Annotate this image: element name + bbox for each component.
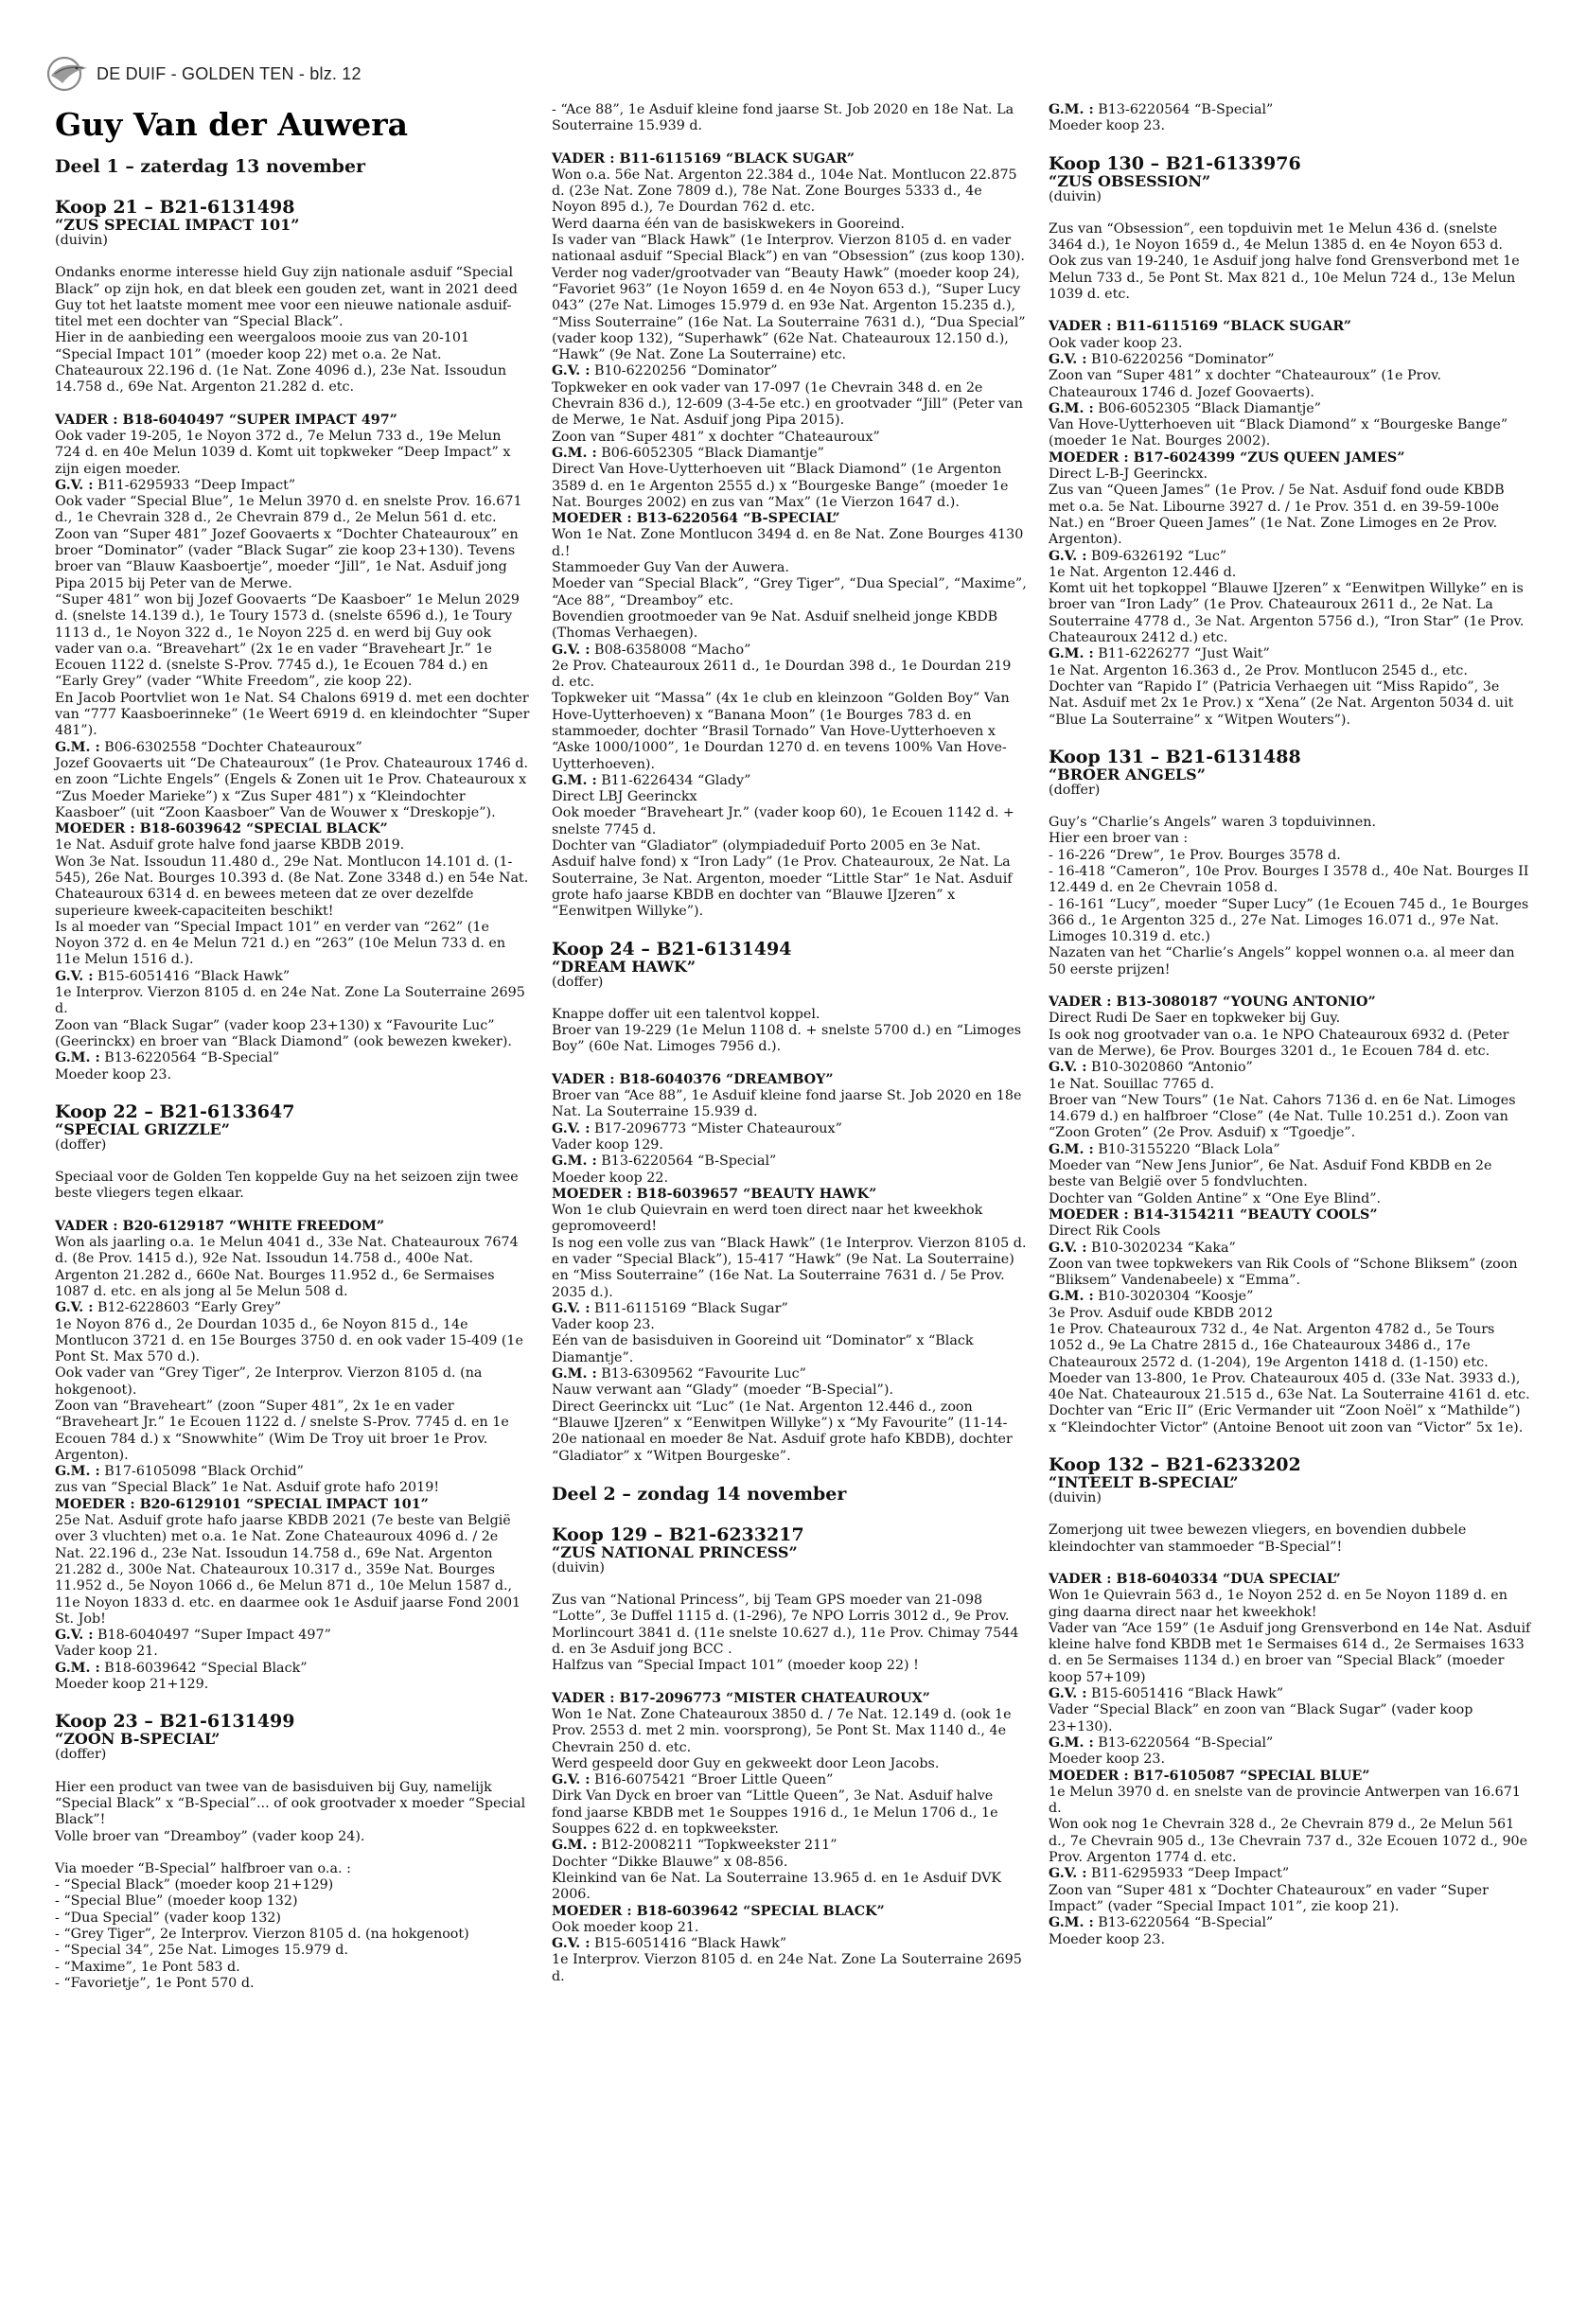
grandparent-label: G.V. :	[1049, 1060, 1087, 1076]
grandparent-ring: B16-6075421 “Broer Little Queen”	[590, 1772, 834, 1788]
grandparent-ring: B15-6051416 “Black Hawk”	[1086, 1686, 1284, 1702]
parent-heading: MOEDER : B17-6024399 “ZUS QUEEN JAMES”	[1049, 449, 1405, 466]
paragraph: Vader koop 23.	[552, 1317, 655, 1333]
paragraph: Zoon van twee topkwekers van Rik Cools of “Schone Bliksem” (zoon “Bliksem” Vandenabeele) x “Emma”.	[1049, 1256, 1518, 1289]
paragraph: Ook vader van “Grey Tiger”, 2e Interprov. Vierzon 8105 d. (na hokgenoot).	[55, 1365, 483, 1398]
grandparent-label: G.V. :	[552, 363, 591, 379]
paragraph: Direct LBJ Geerinckx	[552, 789, 697, 805]
pigeon-name: “ZUS NATIONAL PRINCESS”	[552, 1542, 798, 1561]
paragraph: Won 1e Nat. Zone Montlucon 3494 d. en 8e Nat. Zone Bourges 4130 d.!	[552, 527, 1024, 559]
paragraph: Won ook nog 1e Chevrain 328 d., 2e Chevrain 879 d., 2e Melun 561 d., 7e Chevrain 905 d., 13e Chevrain 737 d., 32e Ecouen 1072 d., 90e Prov. Argenton 1774 d. etc.	[1049, 1817, 1528, 1866]
grandparent-label: G.M. :	[1049, 102, 1094, 117]
paragraph: Moeder koop 23.	[1049, 1752, 1166, 1768]
grandparent-line	[1049, 1289, 1531, 1305]
paragraph: Won 1e Quievrain 563 d., 1e Noyon 252 d. en 5e Noyon 1189 d. en ging daarna direct naar het kweekhok!	[1049, 1588, 1508, 1620]
grandparent-line	[552, 1772, 1028, 1788]
paragraph: Jozef Goovaerts uit “De Chateauroux” (1e Prov. Chateauroux 1746 d. en zoon “Lichte Engels” (Engels & Zonen uit 1e Prov. Chateauroux x “Zus Moeder Marieke”) x “Zus Super 481”) x “Kleindochter Kaasboer” (uit “Zoon Kaasboer” Van de Wouwer x “Dreskopje”).	[55, 755, 529, 820]
grandparent-ring: B10-3020860 “Antonio”	[1086, 1060, 1253, 1076]
paragraph: Direct Van Hove-Uytterhoeven uit “Black Diamond” (1e Argenton 3589 d. en 1e Argenton 2555 d.) x “Bourgeske Bange” (moeder 1e Nat. Bourges 2002) en zus van “Max” (1e Vierzon 1647 d.).	[552, 462, 1009, 510]
spacer	[55, 396, 531, 413]
paragraph: Verder nog vader/grootvader van “Beauty Hawk” (moeder koop 24), “Favoriet 963” (1e Noyon 1659 d. en 4e Noyon 653 d.), “Super Lucy 043” (27e Nat. Limoges 15.979 d. en 93e Nat. Argenton 15.235 d.), “Miss Souterraine” (16e Nat. La Souterraine 7631 d.), “Dua Special” (vader koop 132), “Superhawk” (62e Nat. Chateauroux 12.150 d.), “Hawk” (9e Nat. Zone La Souterraine) etc.	[552, 265, 1026, 363]
pigeon-sex: (doffer)	[55, 1747, 107, 1763]
paragraph: - “Special Black” (moeder koop 21+129)	[55, 1877, 334, 1893]
pigeon-sex: (doffer)	[55, 1136, 107, 1153]
grandparent-label: G.V. :	[55, 1300, 94, 1316]
grandparent-line	[552, 1838, 1028, 1854]
grandparent-ring: B11-6295933 “Deep Impact”	[93, 477, 296, 493]
parent-heading: MOEDER : B20-6129101 “SPECIAL IMPACT 101”	[55, 1496, 429, 1512]
paragraph: - “Special 34”, 25e Nat. Limoges 15.979 d.	[55, 1943, 348, 1959]
paragraph: Dochter “Dikke Blauwe” x 08-856.	[552, 1854, 788, 1870]
grandparent-line	[552, 1366, 1028, 1382]
grandparent-ring: B10-6220256 “Dominator”	[590, 363, 778, 379]
grandparent-ring: B15-6051416 “Black Hawk”	[93, 968, 291, 984]
pigeon-sex: (duivin)	[55, 233, 108, 248]
grandparent-ring: B15-6051416 “Black Hawk”	[590, 1936, 787, 1952]
paragraph: Moeder koop 23.	[1049, 1931, 1166, 1947]
grandparent-line	[55, 1300, 531, 1316]
grandparent-ring: B11-6115169 “Black Sugar”	[590, 1300, 788, 1316]
grandparent-line	[552, 773, 1028, 789]
paragraph: Is nog een volle zus van “Black Hawk” (1e Interprov. Vierzon 8105 d. en vader “Special Black”), 15-417 “Hawk” (9e Nat. La Souterraine) en “Miss Souterraine” (16e Nat. La Souterraine 7631 d. / 5e Prov. 2035 d.).	[552, 1235, 1027, 1300]
pigeon-sex: (duivin)	[1049, 188, 1102, 204]
grandparent-label: G.M. :	[1049, 646, 1094, 662]
grandparent-label: G.M. :	[1049, 1289, 1094, 1305]
grandparent-label: G.V. :	[1049, 548, 1087, 564]
grandparent-line	[1049, 1241, 1531, 1257]
grandparent-line	[1049, 1060, 1531, 1076]
pigeon-logo-icon	[45, 55, 89, 93]
grandparent-ring: B12-2008211 “Topkweekster 211”	[596, 1838, 838, 1854]
grandparent-ring: B09-6326192 “Luc”	[1086, 548, 1227, 564]
paragraph: - 16-418 “Cameron”, 10e Prov. Bourges I 3578 d., 40e Nat. Bourges II 12.449 d. en 2e Chevrain 1058 d.	[1049, 863, 1529, 896]
pigeon-name: “SPECIAL GRIZZLE”	[55, 1119, 230, 1138]
spacer	[55, 1845, 531, 1861]
paragraph: Knappe doffer uit een talentvol koppel.	[552, 1006, 820, 1022]
paragraph: Komt uit het topkoppel “Blauwe IJzeren” x “Eenwitpen Willyke” en is broer van “Iron Lady” (1e Prov. Chateauroux 2611 d., 2e Nat. La Souterraine 4778 d., 3e Nat. Argenton 5756 d.), “Iron Star” (1e Prov. Chateauroux 2412 d.) etc.	[1049, 581, 1525, 646]
grandparent-ring: B18-6039642 “Special Black”	[99, 1660, 308, 1676]
paragraph: Won 1e club Quievrain en werd toen direct naar het kweekhok gepromoveerd!	[552, 1203, 983, 1235]
paragraph: Werd gespeeld door Guy en gekweekt door Leon Jacobs.	[552, 1755, 940, 1771]
paragraph: Nazaten van het “Charlie’s Angels” koppel wonnen o.a. al meer dan 50 eerste prijzen!	[1049, 945, 1515, 977]
paragraph: Zoon van “Super 481” Jozef Goovaerts x “Dochter Chateauroux” en broer “Dominator” (vader “Black Sugar” zie koop 23+130). Tevens broer van “Blauw Kaasboertje”, moeder “Jill”, 1e Nat. Asduif jong Pipa 2015 bij Peter van de Merwe.	[55, 526, 519, 591]
paragraph: Via moeder “B-Special” halfbroer van o.a. :	[55, 1860, 351, 1876]
pigeon-name: “BROER ANGELS”	[1049, 765, 1206, 783]
parent-heading: MOEDER : B17-6105087 “SPECIAL BLUE”	[1049, 1768, 1370, 1784]
grandparent-label: G.V. :	[552, 1300, 591, 1316]
grandparent-ring: B10-3020234 “Kaka”	[1086, 1240, 1236, 1256]
grandparent-ring: B18-6040497 “Super Impact 497”	[93, 1628, 331, 1644]
grandparent-label: G.M. :	[552, 772, 597, 788]
lot-heading: Koop 130 – B21-6133976	[1049, 152, 1301, 174]
paragraph: Moeder van “Special Black”, “Grey Tiger”, “Dua Special”, “Maxime”, “Ace 88”, “Dreamboy” etc.	[552, 576, 1027, 608]
grandparent-label: G.V. :	[1049, 1240, 1087, 1256]
grandparent-label: G.M. :	[552, 1838, 597, 1854]
lot-spacer	[55, 1693, 531, 1712]
paragraph: - 16-161 “Lucy”, moeder “Super Lucy” (1e Ecouen 745 d., 1e Bourges 366 d., 1e Argenton 325 d., 27e Nat. Limoges 16.071 d., 97e Nat. Limoges 10.319 d. etc.)	[1049, 896, 1529, 945]
grandparent-label: G.V. :	[552, 1772, 591, 1788]
column-2-body	[552, 102, 1028, 1985]
grandparent-label: G.V. :	[1049, 1866, 1087, 1882]
pigeon-sex: (duivin)	[1049, 1490, 1102, 1506]
spacer	[1049, 303, 1531, 319]
section-heading-day-1: Deel 1 – zaterdag 13 november	[55, 156, 366, 177]
paragraph: - “Special Blue” (moeder koop 132)	[55, 1893, 298, 1910]
grandparent-label: G.M. :	[55, 1050, 100, 1066]
lot-heading: Koop 131 – B21-6131488	[1049, 746, 1301, 767]
paragraph: Direct Rik Cools	[1049, 1224, 1161, 1240]
paragraph: Zoon van “Super 481” x dochter “Chateauroux” (1e Prov. Chateauroux 1746 d. Jozef Goovaerts).	[1049, 368, 1442, 400]
paragraph: Werd daarna één van de basiskwekers in Gooreind.	[552, 216, 905, 232]
paragraph: Dochter van “Gladiator” (olympiadeduif Porto 2005 en 3e Nat. Asduif halve fond) x “Iron Lady” (1e Prov. Chateauroux, 2e Nat. La Souterraine, 3e Nat. Argenton, moeder “Little Star” 1e Nat. Asduif grote hafo jaarse KBDB en dochter van “Blauwe IJzeren” x “Eenwitpen Willyke”).	[552, 838, 1013, 920]
grandparent-label: G.V. :	[55, 968, 94, 984]
parent-heading: VADER : B13-3080187 “YOUNG ANTONIO”	[1049, 995, 1376, 1011]
paragraph: Topkweker en ook vader van 17-097 (1e Chevrain 348 d. en 2e Chevrain 836 d.), 12-609 (3-4-5e etc.) en grootvader “Jill” (Peter van de Merwe, 1e Nat. Asduif jong Pipa 2015).	[552, 379, 1023, 429]
paragraph: Speciaal voor de Golden Ten koppelde Guy na het seizoen zijn twee beste vliegers tegen elkaar.	[55, 1170, 519, 1202]
grandparent-line	[1049, 352, 1531, 368]
paragraph: - 16-226 “Drew”, 1e Prov. Bourges 3578 d.	[1049, 847, 1341, 863]
pigeon-name: “ZUS OBSESSION”	[1049, 171, 1211, 190]
grandparent-ring: B13-6220564 “B-Special”	[99, 1050, 280, 1066]
grandparent-label: G.V. :	[55, 1628, 94, 1644]
paragraph: 1e Noyon 876 d., 2e Dourdan 1035 d., 6e Noyon 815 d., 14e Montlucon 3721 d. en 15e Bourges 3750 d. en ook vader 15-409 (1e Pont St. Max 570 d.).	[55, 1316, 523, 1365]
grandparent-line	[1049, 102, 1531, 118]
paragraph: Zus van “Queen James” (1e Prov. / 5e Nat. Asduif fond oude KBDB met o.a. 5e Nat. Libourne 3927 d. / 1e Prov. 351 d. en 39-59-100e Nat.) en “Broer Queen James” (1e Nat. Zone Limoges en 2e Prov. Argenton).	[1049, 483, 1505, 548]
paragraph: “Super 481” won bij Jozef Goovaerts “De Kaasboer” 1e Melun 2029 d. (snelste 14.139 d.), 1e Toury 1573 d. (snelste 6596 d.), 1e Toury 1113 d., 1e Noyon 322 d., 1e Noyon 225 d. en werd bij Guy ook vader van o.a. “Breavehart” (2x 1e en vader “Braveheart Jr.” 1e Ecouen 1122 d. (snelste S-Prov. 7745 d.), 1e Ecouen 784 d.) en “Early Grey” (vader “White Freedom”, zie koop 22).	[55, 591, 520, 690]
paragraph: Won o.a. 56e Nat. Argenton 22.384 d., 104e Nat. Montlucon 22.875 d. (23e Nat. Zone 7809 d.), 78e Nat. Zone Bourges 5333 d., 4e Noyon 895 d.), 7e Dourdan 762 d. etc.	[552, 167, 1017, 216]
lot-heading: Koop 132 – B21-6233202	[1049, 1454, 1301, 1476]
paragraph: - “Favorietje”, 1e Pont 570 d.	[55, 1975, 255, 1991]
paragraph: Won 1e Nat. Zone Chateauroux 3850 d. / 7e Nat. 12.149 d. (ook 1e Prov. 2553 d. met 2 min. voorsprong), 5e Pont St. Max 1140 d., 4e Chevrain 250 d. etc.	[552, 1706, 1012, 1755]
spacer	[1049, 978, 1531, 995]
pigeon-sex: (duivin)	[552, 1559, 605, 1576]
grandparent-line	[55, 1628, 531, 1644]
paragraph: 1e Melun 3970 d. en snelste van de provincie Antwerpen van 16.671 d.	[1049, 1784, 1521, 1817]
pigeon-name: “ZOON B-SPECIAL”	[55, 1730, 220, 1749]
grandparent-line	[1049, 646, 1531, 662]
grandparent-ring: B13-6220564 “B-Special”	[1093, 1915, 1274, 1931]
paragraph: Halfzus van “Special Impact 101” (moeder koop 22) !	[552, 1658, 919, 1674]
paragraph: Ook vader “Special Blue”, 1e Melun 3970 d. en snelste Prov. 16.671 d., 1e Chevrain 328 d., 2e Chevrain 879 d., 2e Melun 561 d. etc.	[55, 494, 522, 526]
paragraph: 1e Nat. Souillac 7765 d.	[1049, 1076, 1214, 1092]
grandparent-label: G.M. :	[552, 1366, 597, 1382]
lot-heading: Koop 23 – B21-6131499	[55, 1711, 295, 1733]
spacer	[552, 1675, 1028, 1691]
paragraph: 1e Nat. Asduif grote halve fond jaarse KBDB 2019.	[55, 837, 405, 854]
paragraph: 2e Prov. Chateauroux 2611 d., 1e Dourdan 398 d., 1e Dourdan 219 d. etc.	[552, 658, 1012, 691]
grandparent-line	[1049, 1866, 1531, 1882]
paragraph: Broer van 19-229 (1e Melun 1108 d. + snelste 5700 d.) en “Limoges Boy” (60e Nat. Limoges 7956 d.).	[552, 1023, 1022, 1055]
spacer	[55, 1203, 531, 1219]
grandparent-ring: B06-6052305 “Black Diamantje”	[596, 445, 824, 461]
paragraph: Guy’s “Charlie’s Angels” waren 3 topduivinnen.	[1049, 815, 1377, 831]
paragraph: 1e Interprov. Vierzon 8105 d. en 24e Nat. Zone La Souterraine 2695 d.	[552, 1952, 1022, 1984]
parent-heading: MOEDER : B13-6220564 “B-SPECIAL”	[552, 511, 840, 527]
grandparent-line	[552, 1153, 1028, 1170]
grandparent-label: G.V. :	[55, 477, 94, 493]
column-3-body	[1049, 102, 1531, 1948]
lot-spacer	[552, 921, 1028, 940]
parent-heading: VADER : B18-6040334 “DUA SPECIAL”	[1049, 1571, 1341, 1587]
pigeon-name: “INTEELT B-SPECIAL”	[1049, 1473, 1239, 1492]
grandparent-line	[552, 363, 1028, 379]
paragraph: Van Hove-Uytterhoeven uit “Black Diamond” x “Bourgeske Bange” (moeder 1e Nat. Bourges 2002).	[1049, 417, 1508, 449]
paragraph: Bovendien grootmoeder van 9e Nat. Asduif snelheid jonge KBDB (Thomas Verhaegen).	[552, 608, 998, 642]
grandparent-line	[552, 1301, 1028, 1317]
paragraph: Moeder van “New Jens Junior”, 6e Nat. Asduif Fond KBDB en 2e beste van België over 5 fondvluchten.	[1049, 1158, 1492, 1190]
parent-heading: MOEDER : B18-6039642 “SPECIAL BLACK”	[55, 821, 388, 837]
column-3	[1049, 102, 1531, 1948]
grandparent-line	[1049, 1686, 1531, 1702]
page-header	[45, 55, 361, 93]
parent-heading: VADER : B18-6040376 “DREAMBOY”	[552, 1071, 834, 1087]
grandparent-line	[55, 1464, 531, 1480]
paragraph: Nauw verwant aan “Glady” (moeder “B-Special”).	[552, 1382, 893, 1399]
paragraph: Moeder koop 23.	[1049, 118, 1166, 134]
paragraph: 25e Nat. Asduif grote hafo jaarse KBDB 2021 (7e beste van België over 3 vluchten) met o.a. 1e Nat. Zone Chateauroux 4096 d. / 2e Nat. 22.196 d., 23e Nat. Issoudun 14.758 d., 69e Nat. Argenton 21.282 d., 300e Nat. Chateauroux 10.317 d., 359e Nat. Bourges 11.952 d., 5e Noyon 1066 d., 6e Melun 871 d., 10e Melun 1587 d., 11e Noyon 1833 d. etc. en daarmee ook 1e Asduif jaarse Fond 2001 St. Job!	[55, 1513, 521, 1627]
paragraph: Zomerjong uit twee bewezen vliegers, en bovendien dubbele kleindochter van stammoeder “B-Special”!	[1049, 1523, 1467, 1555]
paragraph: 1e Nat. Argenton 12.446 d.	[1049, 564, 1237, 580]
paragraph: - “Dua Special” (vader koop 132)	[55, 1910, 281, 1926]
paragraph: Moeder koop 23.	[55, 1066, 172, 1083]
grandparent-ring: B13-6220564 “B-Special”	[596, 1153, 777, 1170]
column-1-body	[55, 198, 531, 1992]
paragraph: Won 3e Nat. Issoudun 11.480 d., 29e Nat. Montlucon 14.101 d. (1-545), 26e Nat. Bourges 10.393 d. (8e Nat. Zone 3348 d.) en 54e Nat. Chateauroux 6314 d. en bewees meteen dat ze over dezelfde superieure kweek-capaciteiten beschikt!	[55, 854, 529, 919]
grandparent-line	[552, 643, 1028, 659]
paragraph: - “Grey Tiger”, 2e Interprov. Vierzon 8105 d. (na hokgenoot)	[55, 1927, 469, 1943]
lot-heading: Koop 24 – B21-6131494	[552, 938, 792, 960]
page-header-text: DE DUIF - GOLDEN TEN - blz. 12	[97, 63, 361, 83]
paragraph: Zoon van “Super 481” x dochter “Chateauroux”	[552, 429, 880, 445]
paragraph: Zus van “Obsession”, een topduivin met 1e Melun 436 d. (snelste 3464 d.), 1e Noyon 1659 d., 4e Melun 1385 d. en 4e Noyon 653 d. Ook zus van 19-240, 1e Asduif jong halve fond Grensverbond met 1e Melun 733 d., 5e Pont St. Max 821 d., 10e Melun 724 d., 13e Melun 1039 d. etc.	[1049, 220, 1520, 303]
lot-heading: Koop 21 – B21-6131498	[55, 197, 295, 218]
grandparent-line	[552, 1121, 1028, 1137]
paragraph: Dochter van “Eric II” (Eric Vermander uit “Zoon Noël” x “Mathilde”) x “Kleindochter Victor” (Antoine Benoot uit zoon van “Victor” 5x 1e).	[1049, 1403, 1524, 1435]
grandparent-ring: B10-6220256 “Dominator”	[1086, 351, 1275, 367]
paragraph: Hier in de aanbieding een weergaloos mooie zus van 20-101 “Special Impact 101” (moeder koop 22) met o.a. 2e Nat. Chateauroux 22.196 d. (1e Nat. Zone 4096 d.), 23e Nat. Issoudun 14.758 d., 69e Nat. Argenton 21.282 d. etc.	[55, 330, 507, 396]
grandparent-ring: B13-6220564 “B-Special”	[1093, 102, 1274, 117]
parent-heading: VADER : B20-6129187 “WHITE FREEDOM”	[55, 1218, 385, 1234]
paragraph: Direct Rudi De Saer en topkweker bij Guy.	[1049, 1011, 1341, 1027]
parent-heading: MOEDER : B14-3154211 “BEAUTY COOLS”	[1049, 1206, 1378, 1223]
grandparent-label: G.M. :	[552, 445, 597, 461]
grandparent-ring: B11-6295933 “Deep Impact”	[1086, 1866, 1290, 1882]
article-title: Guy Van der Auwera	[55, 106, 408, 143]
paragraph: Vader “Special Black” en zoon van “Black Sugar” (vader koop 23+130).	[1049, 1702, 1473, 1734]
lot-heading: Koop 129 – B21-6233217	[552, 1523, 804, 1545]
paragraph: Eén van de basisduiven in Gooreind uit “Dominator” x “Black Diamantje”.	[552, 1333, 974, 1365]
paragraph: Volle broer van “Dreamboy” (vader koop 24).	[55, 1828, 365, 1844]
parent-heading: VADER : B11-6115169 “BLACK SUGAR”	[552, 150, 855, 167]
paragraph: Ook vader koop 23.	[1049, 335, 1183, 351]
paragraph: Hier een product van twee van de basisduiven bij Guy, namelijk “Special Black” x “B-Special”... of ook grootvader x moeder “Special Black”!	[55, 1779, 526, 1828]
grandparent-ring: B17-6105098 “Black Orchid”	[99, 1464, 304, 1480]
paragraph: Ook moeder “Braveheart Jr.” (vader koop 60), 1e Ecouen 1142 d. + snelste 7745 d.	[552, 805, 1014, 837]
grandparent-line	[552, 446, 1028, 462]
paragraph: Zoon van “Super 481 x “Dochter Chateauroux” en vader “Super Impact” (vader “Special Impact 101”, zie koop 21).	[1049, 1882, 1489, 1914]
lot-spacer	[1049, 1436, 1531, 1455]
paragraph: Broer van “New Tours” (1e Nat. Cahors 7136 d. en 6e Nat. Limoges 14.679 d.) en halfbroer “Close” (4e Nat. Tulle 10.251 d.). Zoon van “Zoon Groten” (2e Prov. Asduif) x “Tgoedje”.	[1049, 1092, 1516, 1141]
grandparent-label: G.V. :	[1049, 351, 1087, 367]
grandparent-ring: B10-3020304 “Koosje”	[1093, 1289, 1254, 1305]
grandparent-label: G.M. :	[55, 1464, 100, 1480]
grandparent-label: G.V. :	[1049, 1686, 1087, 1702]
grandparent-ring: B06-6302558 “Dochter Chateauroux”	[99, 739, 362, 755]
paragraph: Zoon van “Braveheart” (zoon “Super 481”, 2x 1e en vader “Braveheart Jr.” 1e Ecouen 1122 d. / snelste S-Prov. 7745 d. en 1e Ecouen 784 d.) x “Snowwhite” (Wim De Troy uit broer 1e Prov. Argenton).	[55, 1399, 509, 1463]
parent-heading: VADER : B11-6115169 “BLACK SUGAR”	[1049, 319, 1351, 335]
grandparent-label: G.M. :	[55, 739, 100, 755]
grandparent-label: G.V. :	[552, 1120, 591, 1136]
grandparent-line	[1049, 1142, 1531, 1158]
paragraph: Dochter van “Golden Antine” x “One Eye Blind”.	[1049, 1190, 1382, 1206]
paragraph: Won als jaarling o.a. 1e Melun 4041 d., 33e Nat. Chateauroux 7674 d. (8e Prov. 1415 d.), 92e Nat. Issoudun 14.758 d., 400e Nat. Argenton 21.282 d., 660e Nat. Bourges 11.952 d., 6e Sermaises 1087 d. etc. en als jong al 5e Melun 508 d.	[55, 1235, 519, 1299]
parent-heading: VADER : B17-2096773 “MISTER CHATEAUROUX”	[552, 1690, 930, 1706]
grandparent-line	[1049, 1735, 1531, 1752]
parent-heading: VADER : B18-6040497 “SUPER IMPACT 497”	[55, 412, 397, 428]
paragraph: Is ook nog grootvader van o.a. 1e NPO Chateauroux 6932 d. (Peter van de Merwe), 6e Prov. Bourges 3201 d., 1e Ecouen 784 d. etc.	[1049, 1027, 1509, 1059]
paragraph: zus van “Special Black” 1e Nat. Asduif grote hafo 2019!	[55, 1480, 440, 1496]
paragraph: Stammoeder Guy Van der Auwera.	[552, 560, 789, 576]
spacer	[552, 1056, 1028, 1072]
paragraph: - “Ace 88”, 1e Asduif kleine fond jaarse St. Job 2020 en 18e Nat. La Souterraine 15.939 d.	[552, 102, 1014, 134]
column-1	[55, 156, 531, 1992]
paragraph: Dirk Van Dyck en broer van “Little Queen”, 3e Nat. Asduif halve fond jaarse KBDB met 1e Souppes 1916 d., 1e Melun 1706 d., 1e Souppes 622 d. en topkweekster.	[552, 1788, 998, 1838]
paragraph: Moeder koop 21+129.	[55, 1677, 209, 1693]
grandparent-ring: B13-6220564 “B-Special”	[1093, 1734, 1274, 1751]
spacer	[552, 135, 1028, 151]
grandparent-ring: B17-2096773 “Mister Chateauroux”	[590, 1120, 842, 1136]
lot-spacer	[1049, 729, 1531, 748]
paragraph: 1e Nat. Argenton 16.363 d., 2e Prov. Montlucon 2545 d., etc.	[1049, 662, 1468, 678]
paragraph: Kleinkind van 6e Nat. La Souterraine 13.965 d. en 1e Asduif DVK 2006.	[552, 1870, 1002, 1903]
lot-spacer	[552, 1465, 1028, 1484]
parent-heading: MOEDER : B18-6039642 “SPECIAL BLACK”	[552, 1903, 885, 1919]
paragraph: 3e Prov. Asduif oude KBDB 2012	[1049, 1305, 1274, 1321]
lot-heading: Koop 22 – B21-6133647	[55, 1100, 295, 1122]
grandparent-ring: B13-6309562 “Favourite Luc”	[596, 1366, 806, 1382]
grandparent-label: G.V. :	[552, 642, 591, 658]
grandparent-line	[1049, 1915, 1531, 1931]
grandparent-line	[1049, 549, 1531, 565]
grandparent-ring: B11-6226277 “Just Wait”	[1093, 646, 1270, 662]
paragraph: Direct Geerinckx uit “Luc” (1e Nat. Argenton 12.446 d., zoon “Blauwe IJzeren” x “Eenwitpen Willyke”) x “My Favourite” (11-14-20e nationaal en moeder 8e Nat. Asduif grote hafo KBDB), dochter “Gladiator” x “Witpen Bourgeske”.	[552, 1399, 1013, 1464]
grandparent-ring: B10-3155220 “Black Lola”	[1093, 1141, 1280, 1157]
paragraph: 1e Interprov. Vierzon 8105 d. en 24e Nat. Zone La Souterraine 2695 d.	[55, 985, 525, 1017]
paragraph: Hier een broer van :	[1049, 831, 1189, 847]
grandparent-ring: B12-6228603 “Early Grey”	[93, 1300, 282, 1316]
paragraph: Dochter van “Rapido I” (Patricia Verhaegen uit “Miss Rapido”, 3e Nat. Asduif met 2x 1e Prov.) x “Xena” (2e Nat. Argenton 5034 d. uit “Blue La Souterraine” x “Witpen Wouters”).	[1049, 678, 1514, 728]
grandparent-ring: B08-6358008 “Macho”	[590, 642, 751, 658]
section-heading-day-2: Deel 2 – zondag 14 november	[552, 1483, 847, 1505]
paragraph: Vader van “Ace 159” (1e Asduif jong Grensverbond en 14e Nat. Asduif kleine halve fond KBDB met 1e Sermaises 614 d., 2e Sermaises 1633 d. en 5e Sermaises 1134 d.) en broer van “Special Black” (moeder koop 57+109)	[1049, 1620, 1531, 1685]
paragraph: 1e Prov. Chateauroux 732 d., 4e Nat. Argenton 4782 d., 5e Tours 1052 d., 9e La Chatre 2815 d., 16e Chateauroux 3486 d., 17e Chateauroux 2572 d. (1-204), 19e Argenton 1418 d. (1-150) etc. Moeder van 13-800, 1e Prov. Chateauroux 405 d. (33e Nat. 3933 d.), 40e Nat. Chateauroux 21.515 d., 63e Nat. La Souterraine 4161 d. etc.	[1049, 1322, 1530, 1403]
grandparent-line	[55, 1050, 531, 1066]
pigeon-sex: (doffer)	[552, 974, 604, 990]
paragraph: Is al moeder van “Special Impact 101” en verder van “262” (1e Noyon 372 d. en 4e Melun 721 d.) en “263” (10e Melun 733 d. en 11e Melun 1516 d.).	[55, 919, 506, 968]
pigeon-name: “ZUS SPECIAL IMPACT 101”	[55, 216, 300, 234]
parent-heading: MOEDER : B18-6039657 “BEAUTY HAWK”	[552, 1186, 877, 1202]
paragraph: Topkweker uit “Massa” (4x 1e club en kleinzoon “Golden Boy” Van Hove-Uytterhoeven) x “Banana Moon” (1e Bourges 783 d. en stammoeder, dochter “Brasil Tornado” Van Hove-Uytterhoeven x “Aske 1000/1000”, 1e Dourdan 1270 d. en tevens 100% Van Hove-Uytterhoeven).	[552, 691, 1010, 772]
lot-spacer	[1049, 135, 1531, 154]
grandparent-line	[55, 740, 531, 756]
grandparent-line	[55, 1661, 531, 1677]
paragraph: Zoon van “Black Sugar” (vader koop 23+130) x “Favourite Luc” (Geerinckx) en broer van “Black Diamond” (ook bewezen kweker).	[55, 1017, 512, 1049]
column-2	[552, 102, 1028, 1985]
pigeon-name: “DREAM HAWK”	[552, 957, 697, 976]
paragraph: Vader koop 21.	[55, 1644, 158, 1660]
grandparent-label: G.M. :	[1049, 1915, 1094, 1931]
spacer	[1049, 1556, 1531, 1572]
paragraph: - “Maxime”, 1e Pont 583 d.	[55, 1959, 240, 1975]
grandparent-label: G.M. :	[55, 1660, 100, 1676]
grandparent-label: G.M. :	[1049, 1141, 1094, 1157]
lot-spacer	[55, 1083, 531, 1102]
grandparent-line	[55, 478, 531, 494]
grandparent-line	[552, 1936, 1028, 1952]
grandparent-label: G.M. :	[1049, 400, 1094, 416]
paragraph: Moeder koop 22.	[552, 1170, 669, 1186]
paragraph: Vader koop 129.	[552, 1136, 663, 1153]
paragraph: Zus van “National Princess”, bij Team GPS moeder van 21-098 “Lotte”, 3e Duffel 1115 d. (1-296), 7e NPO Lorris 3012 d., 9e Prov. Morlincourt 3841 d. (11e snelste 10.627 d.), 11e Prov. Chimay 7544 d. en 3e Asduif jong BCC .	[552, 1593, 1019, 1658]
paragraph: Ook vader 19-205, 1e Noyon 372 d., 7e Melun 733 d., 19e Melun 724 d. en 40e Melun 1039 d. Komt uit topkweker “Deep Impact” x zijn eigen moeder.	[55, 428, 511, 477]
pigeon-sex: (doffer)	[1049, 782, 1101, 798]
paragraph: En Jacob Poortvliet won 1e Nat. S4 Chalons 6919 d. met een dochter van “777 Kaasboerinneke” (1e Weert 6919 d. en kleindochter “Super 481”).	[55, 690, 530, 739]
grandparent-line	[55, 969, 531, 985]
paragraph: Ook moeder koop 21.	[552, 1919, 699, 1935]
grandparent-ring: B11-6226434 “Glady”	[596, 772, 751, 788]
paragraph: Ondanks enorme interesse hield Guy zijn nationale asduif “Special Black” op zijn hok, en dat bleek een gouden zet, want in 2021 deed Guy tot het laatste moment mee voor een nieuwe nationale asduif-titel met een dochter van “Special Black”.	[55, 265, 518, 330]
grandparent-line	[1049, 401, 1531, 417]
paragraph: Broer van “Ace 88”, 1e Asduif kleine fond jaarse St. Job 2020 en 18e Nat. La Souterraine 15.939 d.	[552, 1088, 1022, 1120]
grandparent-ring: B06-6052305 “Black Diamantje”	[1093, 400, 1321, 416]
paragraph: Is vader van “Black Hawk” (1e Interprov. Vierzon 8105 d. en vader nationaal asduif “Special Black”) en van “Obsession” (zus koop 130).	[552, 233, 1025, 265]
grandparent-label: G.M. :	[552, 1153, 597, 1170]
grandparent-label: G.V. :	[552, 1936, 591, 1952]
paragraph: Direct L-B-J Geerinckx.	[1049, 467, 1208, 483]
grandparent-label: G.M. :	[1049, 1734, 1094, 1751]
